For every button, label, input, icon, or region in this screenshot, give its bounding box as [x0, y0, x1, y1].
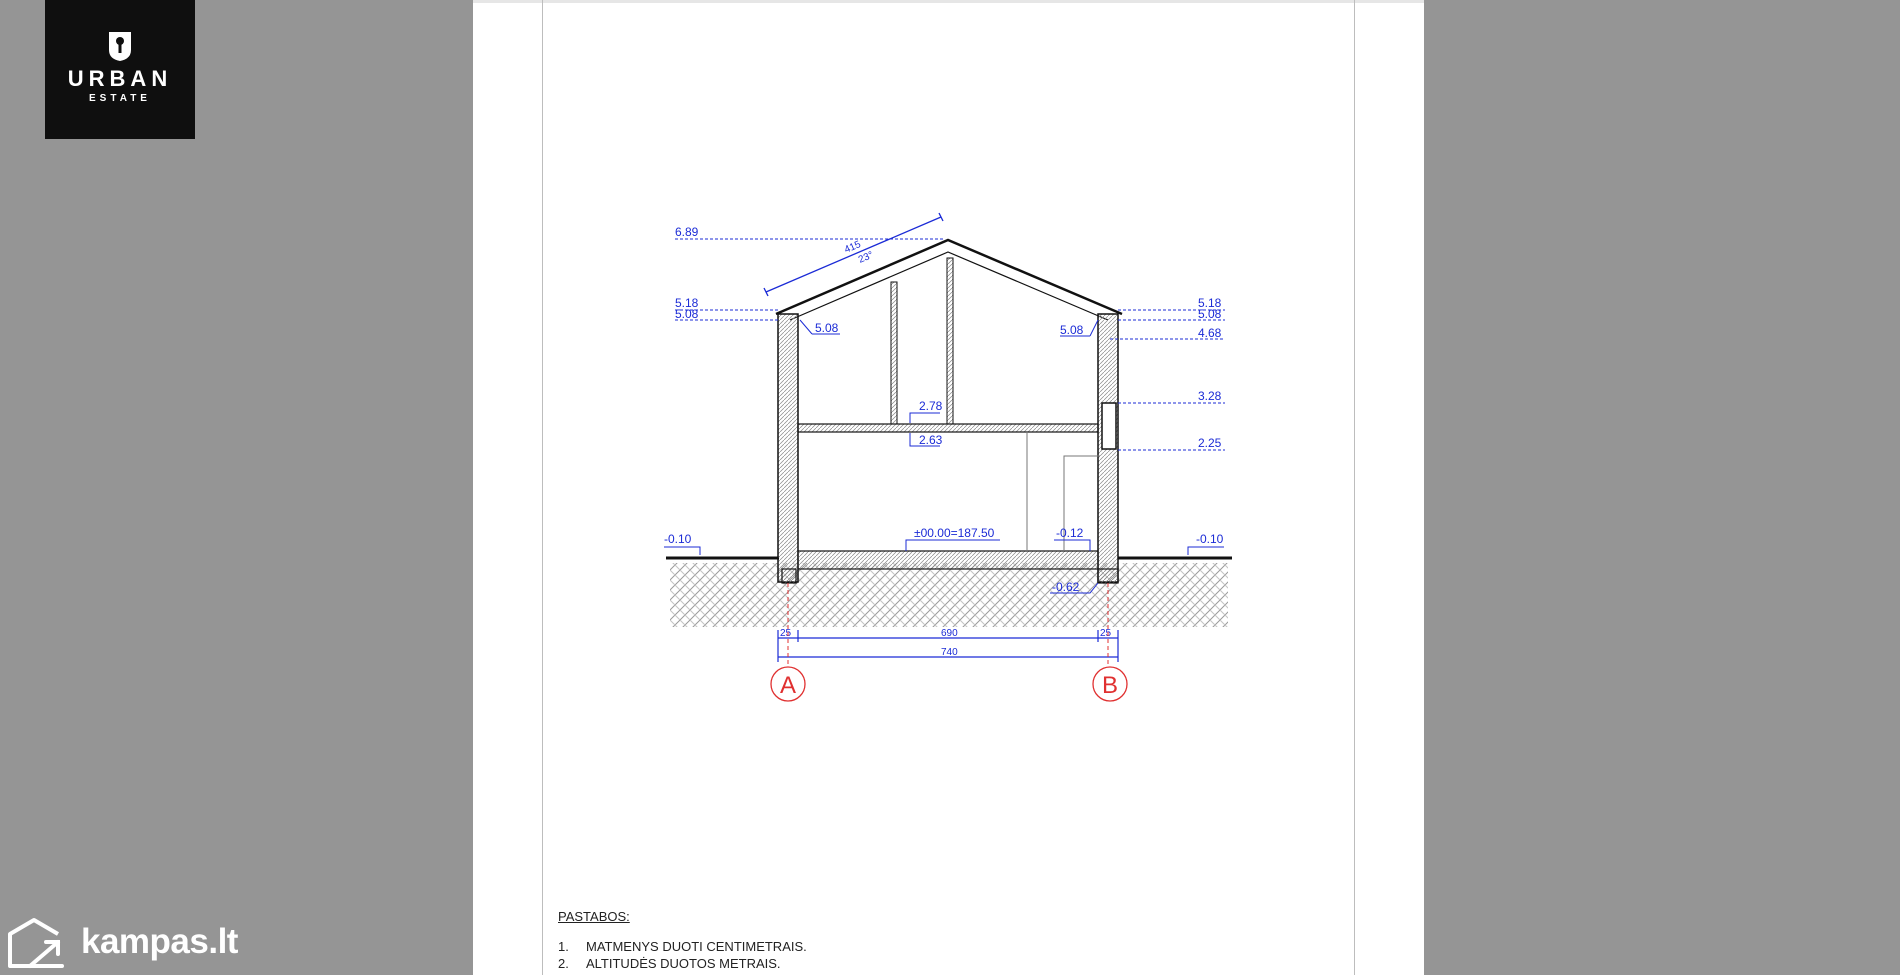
roof-length-label: 415 [842, 239, 863, 256]
door-level: -0.12 [1056, 526, 1084, 540]
watermark-text: kampas.lt [81, 922, 238, 961]
left-footing [782, 569, 796, 583]
inner-level-right: 5.08 [1060, 323, 1084, 337]
level-6-89: 6.89 [675, 225, 699, 239]
attic-stud-left [891, 282, 897, 424]
dim-wall-left: 25 [780, 628, 792, 639]
right-window [1102, 403, 1116, 449]
ground-floor-slab [798, 551, 1098, 569]
attic-floor [798, 424, 1098, 432]
notes-block [558, 909, 807, 972]
mid-level-lower: 2.63 [919, 433, 943, 447]
level-5-18-right: 5.18 [1198, 296, 1222, 310]
level-5-08-left: 5.08 [675, 307, 699, 321]
note-text: ALTITUDĖS DUOTOS METRAIS. [586, 956, 781, 971]
axis-a-label: A [779, 672, 797, 699]
kampas-watermark [4, 914, 244, 970]
note-item [558, 955, 807, 972]
house-arrow-icon [4, 914, 68, 970]
dim-wall-right: 25 [1100, 628, 1112, 639]
left-level-marks [675, 239, 945, 320]
dim-outer: 740 [941, 647, 958, 658]
note-number: 1. [558, 939, 569, 954]
soil-hatch [670, 563, 1228, 627]
level-4-68: 4.68 [1198, 326, 1222, 340]
level-2-25: 2.25 [1198, 436, 1222, 450]
note-number: 2. [558, 956, 569, 971]
dim-inner: 690 [941, 628, 958, 639]
ground-level-right: -0.10 [1196, 532, 1224, 546]
ground-level-left: -0.10 [664, 532, 692, 546]
right-footing [1098, 569, 1118, 583]
level-5-18-left: 5.18 [675, 296, 699, 310]
foundation-level: -0.62 [1052, 580, 1080, 594]
note-item [558, 938, 807, 955]
notes-title: PASTABOS: [558, 909, 630, 924]
roof-angle-label: 23° [856, 249, 876, 266]
logo-sub-text: ESTATE [89, 93, 151, 104]
left-wall [778, 314, 798, 582]
logo-brand-text: URBAN [67, 66, 173, 91]
note-text: MATMENYS DUOTI CENTIMETRAIS. [586, 939, 807, 954]
mid-level-upper: 2.78 [919, 399, 943, 413]
level-3-28: 3.28 [1198, 389, 1222, 403]
axis-b-label: B [1101, 672, 1119, 699]
inner-level-left: 5.08 [815, 321, 839, 335]
attic-stud-right [947, 258, 953, 424]
zero-level: ±00.00=187.50 [914, 526, 995, 540]
level-5-08-right: 5.08 [1198, 307, 1222, 321]
